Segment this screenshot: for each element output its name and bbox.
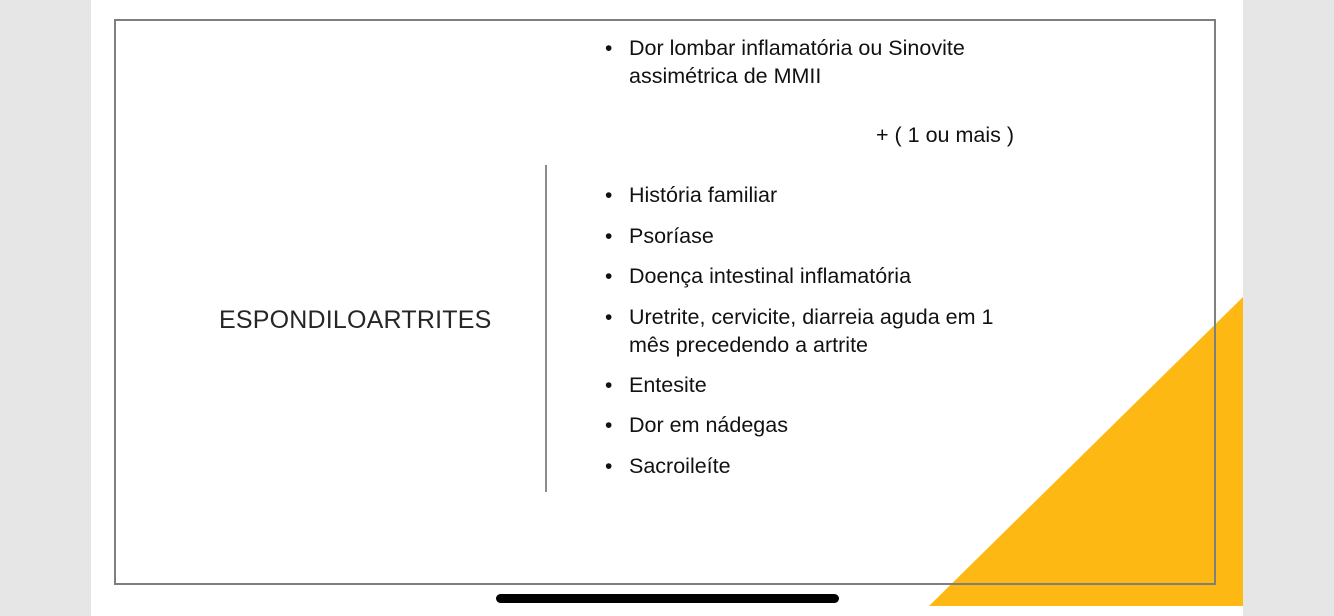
list-item: Doença intestinal inflamatória <box>629 264 912 288</box>
bullet-icon: • <box>605 455 613 478</box>
slide-title: ESPONDILOARTRITES <box>219 306 492 334</box>
content-frame <box>114 19 1216 585</box>
list-item: Sacroileíte <box>629 454 731 478</box>
list-item: Psoríase <box>629 224 714 248</box>
slide <box>91 0 1243 606</box>
bullet-icon: • <box>605 374 613 397</box>
bullet-icon: • <box>605 225 613 248</box>
list-item: História familiar <box>629 183 778 207</box>
bullet-icon: • <box>605 37 613 60</box>
main-criterion-line2: assimétrica de MMII <box>629 64 822 88</box>
bullet-icon: • <box>605 414 613 437</box>
list-item: Uretrite, cervicite, diarreia aguda em 1 <box>629 305 994 329</box>
list-item: Entesite <box>629 373 707 397</box>
bullet-icon: • <box>605 306 613 329</box>
bullet-icon: • <box>605 184 613 207</box>
connector-text: + ( 1 ou mais ) <box>876 123 1015 147</box>
home-indicator[interactable] <box>496 594 839 603</box>
list-item-continuation: mês precedendo a artrite <box>629 333 869 357</box>
bullet-icon: • <box>605 265 613 288</box>
page-bottom-edge <box>91 606 1243 616</box>
main-criterion-line1: Dor lombar inflamatória ou Sinovite <box>629 36 965 60</box>
vertical-divider <box>545 165 547 492</box>
list-item: Dor em nádegas <box>629 413 788 437</box>
